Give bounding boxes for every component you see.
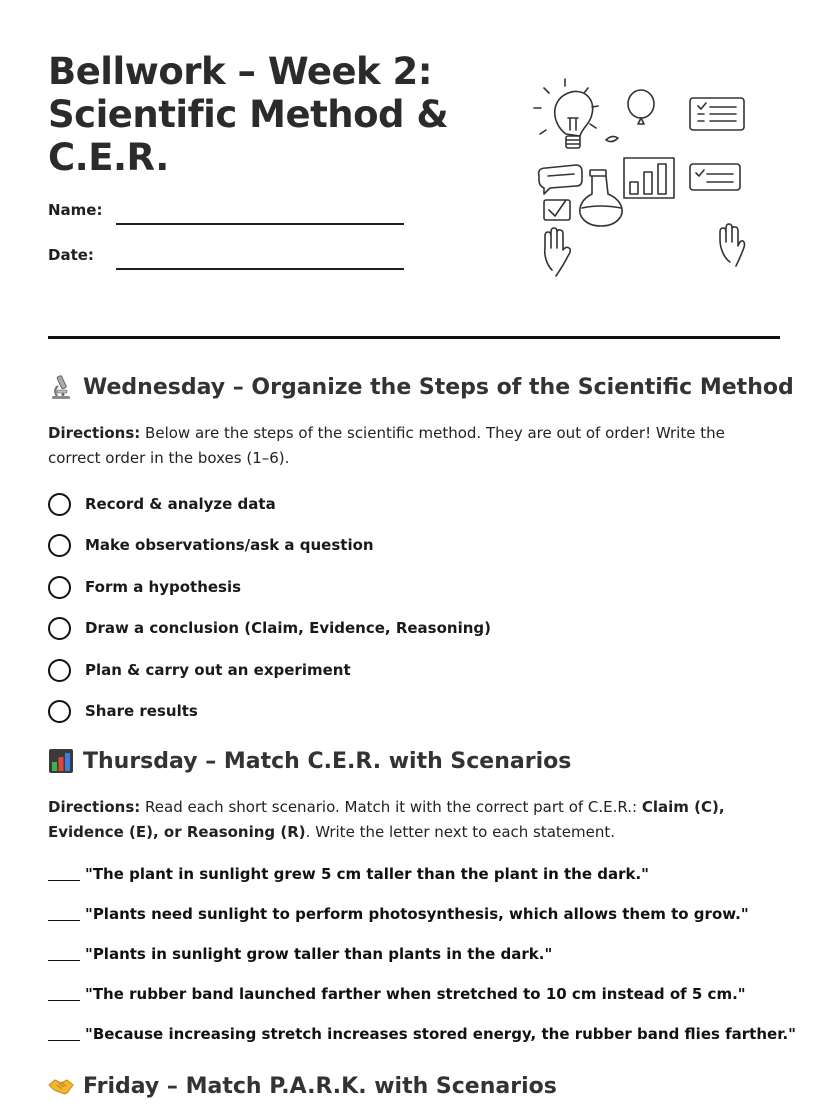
directions-label: Directions: bbox=[48, 424, 141, 442]
thursday-heading-text: Thursday – Match C.E.R. with Scenarios bbox=[83, 748, 572, 774]
name-label: Name: bbox=[48, 201, 103, 219]
bar-chart-icon bbox=[624, 158, 674, 198]
list-item bbox=[48, 574, 241, 600]
leaf-icon bbox=[606, 136, 618, 141]
order-circle[interactable] bbox=[48, 617, 71, 640]
list-item bbox=[48, 945, 552, 963]
list-item bbox=[48, 615, 491, 641]
list-item bbox=[48, 1025, 796, 1043]
checklist-icon-2 bbox=[690, 164, 740, 190]
step-label: Share results bbox=[85, 702, 198, 720]
wednesday-heading-text: Wednesday – Organize the Steps of the Scientific Method bbox=[83, 374, 794, 400]
checkbox-icon bbox=[544, 200, 570, 220]
directions-text: Read each short scenario. Match it with the correct part of C.E.R.: bbox=[140, 798, 642, 816]
friday-heading-text: Friday – Match P.A.R.K. with Scenarios bbox=[83, 1073, 557, 1099]
order-circle[interactable] bbox=[48, 534, 71, 557]
step-label: Draw a conclusion (Claim, Evidence, Reasoning) bbox=[85, 619, 491, 637]
section-divider bbox=[48, 336, 780, 339]
order-circle[interactable] bbox=[48, 576, 71, 599]
statement-text: "Because increasing stretch increases stored energy, the rubber band flies farther." bbox=[85, 1025, 796, 1043]
wednesday-heading bbox=[48, 374, 794, 400]
flask-icon bbox=[580, 170, 622, 226]
date-field[interactable] bbox=[116, 268, 404, 270]
directions-emphasis: Claim (C), Evidence (E), or Reasoning (R) bbox=[48, 798, 725, 841]
list-item bbox=[48, 532, 374, 558]
order-circle[interactable] bbox=[48, 700, 71, 723]
thursday-heading bbox=[48, 748, 571, 774]
statement-text: "The rubber band launched farther when stretched to 10 cm instead of 5 cm." bbox=[85, 985, 746, 1003]
answer-blank[interactable] bbox=[48, 960, 80, 961]
answer-blank[interactable] bbox=[48, 920, 80, 921]
page-title: Bellwork – Week 2: Scientific Method & C.E.R. bbox=[48, 50, 449, 179]
answer-blank[interactable] bbox=[48, 880, 80, 881]
friday-heading bbox=[48, 1073, 557, 1099]
bar-chart-icon bbox=[48, 748, 74, 774]
wednesday-directions bbox=[48, 421, 778, 471]
statement-text: "Plants in sunlight grow taller than plants in the dark." bbox=[85, 945, 553, 963]
lightbulb-icon bbox=[534, 79, 598, 148]
directions-text: Below are the steps of the scientific method. They are out of order! Write the correct order in the boxes (1–6). bbox=[48, 424, 725, 467]
directions-text-end: . Write the letter next to each statement. bbox=[305, 823, 616, 841]
order-circle[interactable] bbox=[48, 493, 71, 516]
answer-blank[interactable] bbox=[48, 1000, 80, 1001]
checklist-icon bbox=[690, 98, 744, 130]
step-label: Make observations/ask a question bbox=[85, 536, 374, 554]
list-item bbox=[48, 865, 649, 883]
raised-hand-icon bbox=[545, 228, 571, 276]
list-item bbox=[48, 985, 746, 1003]
science-doodle-illustration bbox=[526, 72, 756, 282]
step-label: Plan & carry out an experiment bbox=[85, 661, 351, 679]
directions-label: Directions: bbox=[48, 798, 141, 816]
statement-text: "The plant in sunlight grew 5 cm taller than the plant in the dark." bbox=[85, 865, 649, 883]
list-item bbox=[48, 698, 198, 724]
handshake-icon bbox=[48, 1073, 74, 1099]
date-label: Date: bbox=[48, 246, 94, 264]
thursday-directions bbox=[48, 795, 778, 845]
balloon-icon bbox=[628, 90, 654, 124]
step-label: Form a hypothesis bbox=[85, 578, 242, 596]
raised-hand-icon-2 bbox=[720, 224, 745, 266]
order-circle[interactable] bbox=[48, 659, 71, 682]
answer-blank[interactable] bbox=[48, 1040, 80, 1041]
speech-bubble-icon bbox=[539, 165, 582, 194]
list-item bbox=[48, 657, 351, 683]
step-label: Record & analyze data bbox=[85, 495, 276, 513]
microscope-icon bbox=[48, 374, 74, 400]
list-item bbox=[48, 905, 749, 923]
statement-text: "Plants need sunlight to perform photosynthesis, which allows them to grow." bbox=[85, 905, 749, 923]
name-field[interactable] bbox=[116, 223, 404, 225]
list-item bbox=[48, 491, 276, 517]
